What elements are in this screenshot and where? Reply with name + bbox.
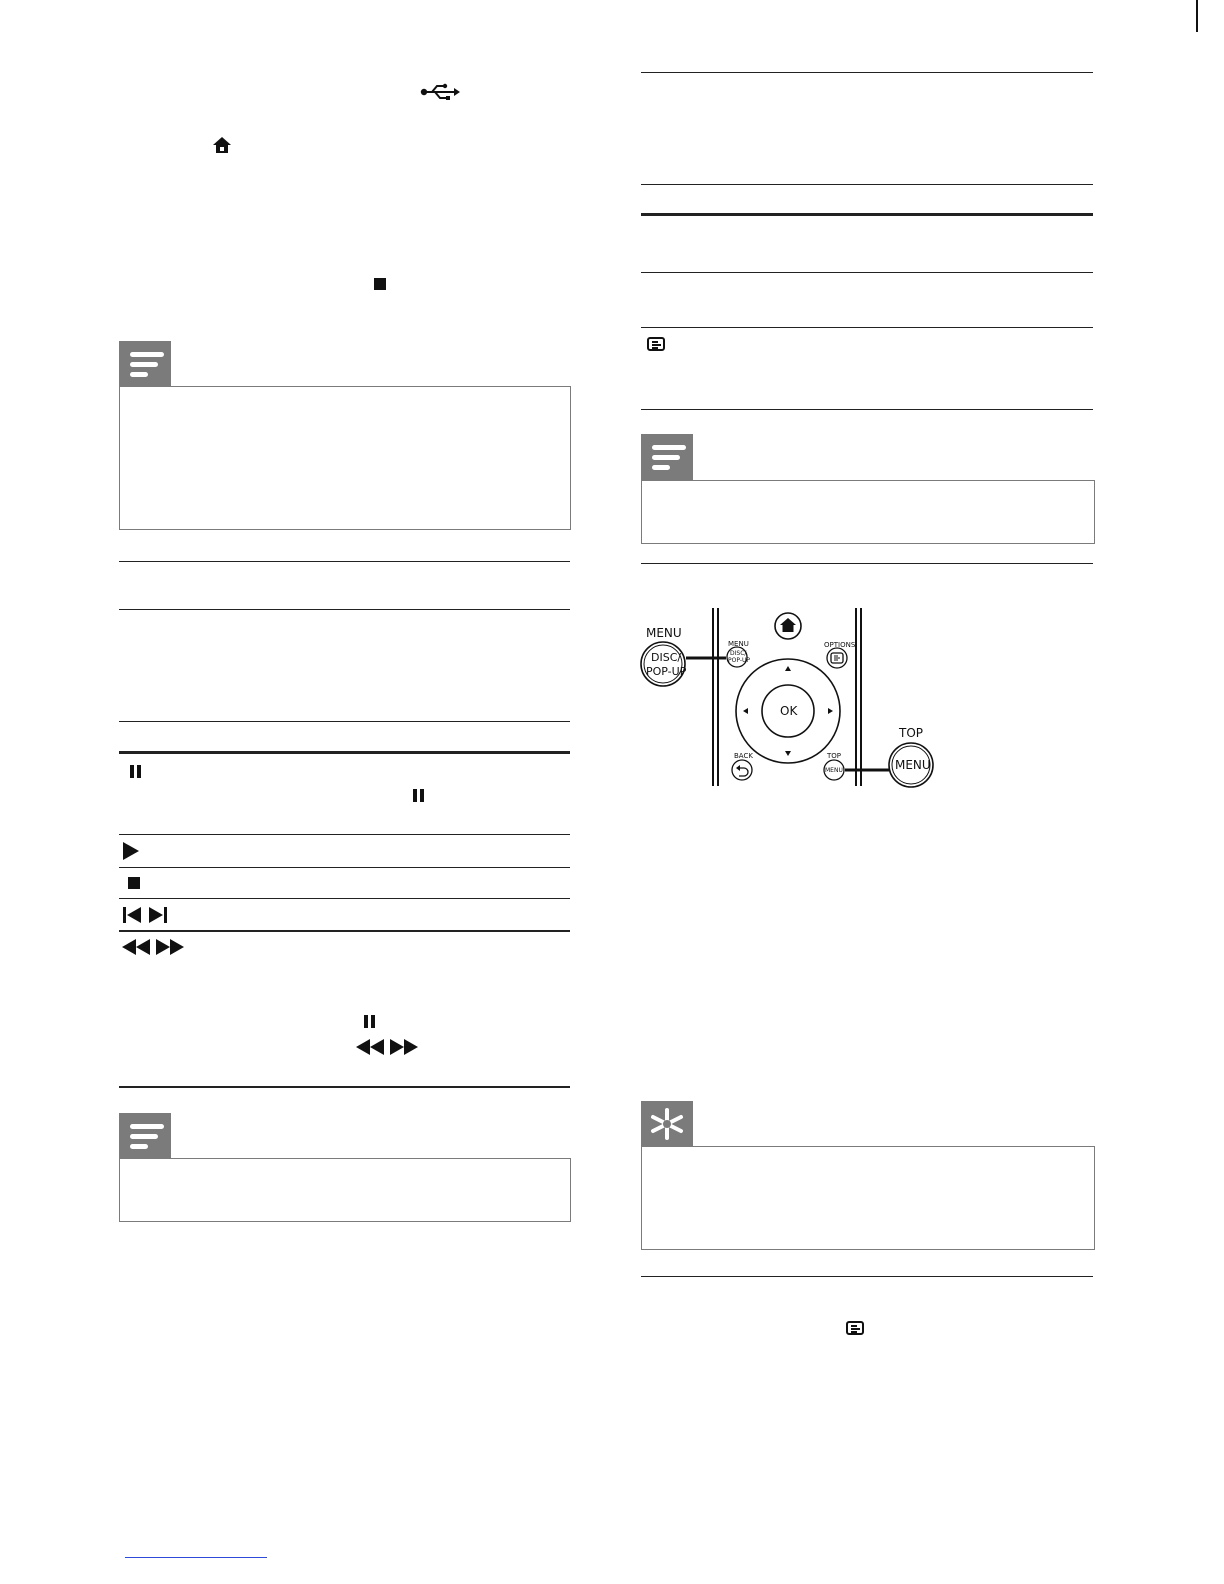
section-divider (119, 561, 570, 562)
skip-previous-next-icon (122, 906, 168, 924)
section-divider (641, 1276, 1093, 1277)
play-icon (122, 842, 140, 860)
note-box (119, 386, 571, 530)
remote-label-menu: MENU (646, 626, 682, 640)
section-divider (641, 72, 1093, 73)
pause-icon (127, 763, 143, 779)
table-top-rule (641, 213, 1093, 216)
note-tab-icon (119, 341, 171, 387)
remote-small-popup: POP-UP (728, 657, 751, 664)
usb-icon (420, 83, 460, 101)
table-row-rule (119, 867, 570, 868)
table-row-rule (641, 327, 1093, 328)
page-edge-rule (1196, 0, 1198, 32)
stop-icon (127, 876, 141, 890)
footer-link[interactable] (125, 1557, 267, 1558)
rewind-forward-icon (122, 939, 184, 955)
note-box (641, 480, 1095, 544)
remote-small-menu: MENU (728, 640, 749, 648)
note-box (119, 1158, 571, 1222)
table-bottom-rule (119, 1086, 570, 1088)
remote-label-top: TOP (899, 726, 924, 740)
table-bottom-rule (641, 409, 1093, 410)
remote-illustration (638, 606, 938, 788)
table-top-rule (119, 751, 570, 754)
section-divider (641, 563, 1093, 564)
remote-label-disc: DISC/ (651, 651, 682, 664)
remote-small-back: BACK (734, 752, 753, 760)
note-tab-icon (119, 1113, 171, 1159)
options-icon (846, 1321, 864, 1335)
pause-icon (361, 1013, 377, 1029)
remote-label-popup: POP-UP (646, 665, 687, 678)
table-row-rule (119, 898, 570, 899)
stop-icon (373, 277, 387, 291)
tip-tab-icon (641, 1101, 693, 1147)
remote-small-options: OPTIONS (824, 641, 856, 649)
pause-icon (410, 787, 426, 803)
note-tab-icon (641, 434, 693, 480)
section-divider (641, 184, 1093, 185)
section-divider (119, 609, 570, 610)
remote-ok-label: OK (780, 704, 798, 718)
tip-box (641, 1146, 1095, 1250)
home-icon (213, 137, 231, 153)
remote-label-top-menu: MENU (895, 758, 931, 772)
table-row-rule (119, 930, 570, 932)
remote-small-top: TOP (827, 752, 842, 760)
section-divider (119, 721, 570, 722)
options-icon (647, 337, 665, 351)
rewind-forward-icon (356, 1039, 418, 1055)
remote-small-disc: DISC/ (730, 650, 747, 657)
table-row-rule (641, 272, 1093, 273)
remote-small-menu2: MENU (825, 767, 843, 774)
table-row-rule (119, 834, 570, 835)
